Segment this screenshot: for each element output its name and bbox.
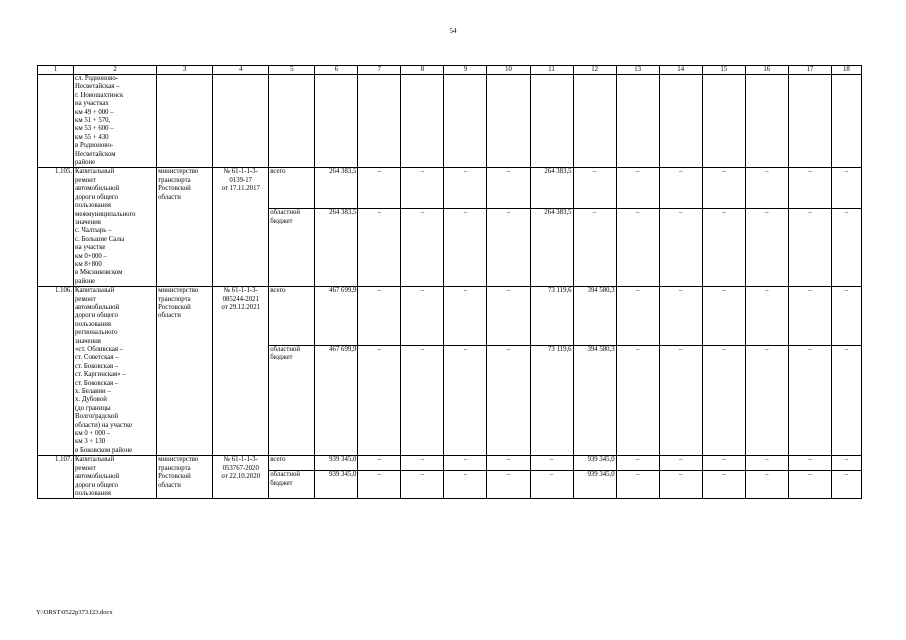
object-name-line: районе — [75, 277, 96, 285]
empty-value: – — [487, 471, 530, 499]
empty-value: – — [745, 287, 788, 345]
object-name-line: в Боковском районе — [75, 446, 133, 454]
empty-value: – — [702, 471, 745, 499]
empty-value: – — [487, 456, 530, 471]
column-header: 5 — [269, 66, 315, 75]
table-row-continued — [38, 75, 862, 168]
executor-line: министерство — [158, 287, 199, 295]
amount-value: 73 119,6 — [530, 345, 573, 456]
object-name-line: х. Белавин – — [75, 388, 111, 396]
page-number: 54 — [449, 27, 457, 35]
funding-source-line: областной — [270, 209, 301, 217]
object-name-line: км 55 + 430 — [75, 133, 109, 141]
executor-line: транспорта — [158, 464, 191, 472]
executor-line: области — [158, 312, 181, 320]
funding-source-total: всего — [269, 287, 315, 345]
column-header: 12 — [573, 66, 616, 75]
table-row — [38, 456, 862, 471]
empty-value: – — [444, 456, 487, 471]
column-header: 4 — [213, 66, 269, 75]
column-header: 3 — [157, 66, 213, 75]
amount-value: 264 383,5 — [315, 168, 358, 209]
object-name — [74, 456, 157, 499]
empty-value: – — [659, 287, 702, 345]
object-name-line: межмуниципального — [75, 210, 136, 218]
empty-value: – — [745, 456, 788, 471]
column-header: 14 — [659, 66, 702, 75]
amount-value: 264 383,5 — [315, 209, 358, 287]
funding-source-budget — [269, 471, 315, 499]
empty-value: – — [358, 168, 401, 209]
object-name-line: ремонт — [75, 464, 96, 472]
empty-value: – — [401, 471, 444, 499]
empty-value: – — [401, 345, 444, 456]
amount-value: 939 345,0 — [315, 456, 358, 471]
empty-value: – — [659, 456, 702, 471]
funding-source-budget — [269, 345, 315, 456]
empty-value: – — [831, 209, 861, 287]
object-name-line: Несветайском — [75, 150, 116, 158]
empty-value: – — [659, 471, 702, 499]
empty-value: – — [401, 456, 444, 471]
empty-value: – — [530, 471, 573, 499]
object-name-line: автомобильной — [75, 303, 120, 311]
empty-value: – — [401, 209, 444, 287]
expertise-document — [213, 168, 269, 287]
empty-value: – — [616, 209, 659, 287]
amount-value: 264 383,5 — [530, 168, 573, 209]
column-header: 7 — [358, 66, 401, 75]
empty-value: – — [659, 209, 702, 287]
column-header: 8 — [401, 66, 444, 75]
executor — [157, 456, 213, 499]
row-number: 1.106. — [38, 287, 74, 456]
executor-line: Ростовской — [158, 473, 191, 481]
document-path-footer: Y:\ORST\0522p373.f23.docx — [36, 609, 113, 616]
expertise-document-line: № 61-1-1-3- — [223, 287, 258, 295]
funding-source-budget — [269, 209, 315, 287]
empty-value: – — [487, 345, 530, 456]
object-name-line: автомобильной — [75, 473, 120, 481]
executor-line: Ростовской — [158, 303, 191, 311]
object-name-line: на участках — [75, 100, 109, 108]
expertise-document-line: № 61-1-1-3- — [223, 456, 258, 464]
empty-value: – — [444, 287, 487, 345]
expertise-document-line: 053767-2020 — [222, 464, 259, 472]
row-number — [38, 75, 74, 168]
object-name-line: дороги общего — [75, 193, 118, 201]
object-name-line: Капитальный — [75, 287, 115, 295]
object-name-line: автомобильной — [75, 185, 120, 193]
empty-value: – — [444, 168, 487, 209]
executor — [157, 287, 213, 456]
empty-value: – — [788, 209, 831, 287]
object-name-line: Капитальный — [75, 168, 115, 176]
object-name-line: Несветайская – — [75, 83, 120, 91]
empty-value: – — [831, 471, 861, 499]
executor-line: области — [158, 481, 181, 489]
column-header: 2 — [74, 66, 157, 75]
object-name-line: пользования — [75, 320, 112, 328]
object-name-line: в Родионово- — [75, 142, 114, 150]
object-name-line: г. Новошахтинск — [75, 91, 124, 99]
empty-value: – — [745, 209, 788, 287]
column-header: 11 — [530, 66, 573, 75]
column-header: 17 — [788, 66, 831, 75]
expertise-document — [213, 456, 269, 499]
object-name-line: ремонт — [75, 295, 96, 303]
investment-table — [37, 65, 862, 499]
amount-value: 939 345,0 — [315, 471, 358, 499]
object-name-line: ст. Боковская – — [75, 379, 119, 387]
amount-value: 467 699,9 — [315, 345, 358, 456]
object-name-line: х. Дубовой — [75, 396, 107, 404]
object-name-line: Капитальный — [75, 456, 115, 464]
object-name-line: «ст. Обливская – — [75, 346, 124, 353]
object-name-line: дороги общего — [75, 481, 118, 489]
object-name-line: (до границы — [75, 404, 111, 412]
funding-source-total: всего — [269, 168, 315, 209]
empty-value: – — [487, 168, 530, 209]
object-name-line: км 0+000 – — [75, 252, 107, 260]
executor-line: области — [158, 193, 181, 201]
empty-value: – — [358, 345, 401, 456]
empty-value: – — [616, 287, 659, 345]
object-name-line: км 53 + 600 – — [75, 125, 114, 133]
empty-value: – — [401, 168, 444, 209]
empty-value: – — [530, 456, 573, 471]
expertise-document-line: от 17.11.2017 — [221, 185, 260, 193]
table-row — [38, 287, 862, 345]
funding-source-line: бюджет — [270, 217, 293, 225]
empty-value: – — [444, 471, 487, 499]
empty-value: – — [831, 456, 861, 471]
empty-value: – — [444, 345, 487, 456]
empty-value: – — [358, 287, 401, 345]
amount-value: 73 119,6 — [530, 287, 573, 345]
object-name-line: сл. Родионово- — [75, 75, 119, 82]
expertise-document-line: № 61-1-1-3- — [223, 168, 258, 176]
amount-value: 939 345,0 — [573, 471, 616, 499]
column-header: 18 — [831, 66, 861, 75]
object-name-line: км 0 + 000 – — [75, 430, 111, 438]
object-name-line: значения — [75, 218, 101, 226]
empty-value: – — [702, 168, 745, 209]
row-number: 1.107. — [38, 456, 74, 499]
object-name — [74, 75, 157, 168]
empty-value: – — [788, 456, 831, 471]
empty-value: – — [745, 471, 788, 499]
object-name-line: области) на участке — [75, 421, 133, 429]
empty-value: – — [616, 168, 659, 209]
funding-source-line: областной — [270, 345, 301, 353]
object-name-line: районе — [75, 159, 96, 167]
object-name-line: км 49 + 000 – — [75, 108, 114, 116]
empty-value: – — [358, 456, 401, 471]
empty-value: – — [702, 345, 745, 456]
funding-source-total: всего — [269, 456, 315, 471]
column-header: 15 — [702, 66, 745, 75]
object-name-line: км 3 + 130 — [75, 438, 106, 446]
executor-line: транспорта — [158, 295, 191, 303]
funding-source-line: бюджет — [270, 479, 293, 487]
object-name-line: ст. Боковская – — [75, 362, 119, 370]
object-name-line: км 8+800 — [75, 260, 102, 268]
expertise-document-line: от 29.12.2021 — [221, 303, 260, 311]
empty-value: – — [831, 168, 861, 209]
object-name-line: пользования — [75, 202, 112, 210]
empty-value: – — [702, 209, 745, 287]
empty-value: – — [788, 287, 831, 345]
expertise-document-line: 085244-2021 — [222, 295, 259, 303]
empty-value: – — [659, 345, 702, 456]
column-number-row — [38, 66, 862, 75]
expertise-document — [213, 287, 269, 456]
object-name-line: Волгоградской — [75, 413, 118, 421]
object-name-line: дороги общего — [75, 312, 118, 320]
table-row — [38, 168, 862, 209]
funding-source-line: бюджет — [270, 354, 293, 361]
expertise-document-line: от 22.10.2020 — [221, 473, 260, 481]
empty-value: – — [831, 287, 861, 345]
object-name — [74, 287, 157, 456]
empty-value: – — [401, 287, 444, 345]
empty-value: – — [444, 209, 487, 287]
empty-value: – — [358, 209, 401, 287]
empty-value: – — [831, 345, 861, 456]
expertise-document-line: 0139-17 — [229, 176, 253, 184]
amount-value: 394 580,3 — [573, 287, 616, 345]
executor-line: министерство — [158, 168, 199, 176]
column-header: 1 — [38, 66, 74, 75]
column-header: 6 — [315, 66, 358, 75]
column-header: 9 — [444, 66, 487, 75]
object-name-line: ст. Советская – — [75, 354, 119, 362]
executor-line: транспорта — [158, 176, 191, 184]
object-name-line: регионального — [75, 329, 118, 337]
row-number: 1.105. — [38, 168, 74, 287]
column-header: 16 — [745, 66, 788, 75]
empty-value: – — [745, 345, 788, 456]
executor-line: министерство — [158, 456, 199, 464]
object-name-line: пользования — [75, 489, 112, 497]
executor-line: Ростовской — [158, 185, 191, 193]
executor — [157, 168, 213, 287]
amount-value: 264 383,5 — [530, 209, 573, 287]
amount-value: 394 580,3 — [573, 345, 616, 456]
empty-value: – — [702, 456, 745, 471]
empty-value: – — [358, 471, 401, 499]
empty-value: – — [616, 471, 659, 499]
object-name-line: ремонт — [75, 176, 96, 184]
object-name-line: ст. Каргинская» – — [75, 371, 126, 379]
empty-value: – — [573, 209, 616, 287]
column-header: 13 — [616, 66, 659, 75]
object-name-line: с. Чалтырь – — [75, 227, 112, 235]
amount-value: 467 699,9 — [315, 287, 358, 345]
column-header: 10 — [487, 66, 530, 75]
empty-value: – — [487, 209, 530, 287]
empty-value: – — [659, 168, 702, 209]
amount-value: 939 345,0 — [573, 456, 616, 471]
empty-value: – — [788, 345, 831, 456]
empty-value: – — [702, 287, 745, 345]
object-name-line: в Мясниковском — [75, 269, 123, 277]
empty-value: – — [487, 287, 530, 345]
object-name-line: на участке — [75, 244, 106, 252]
funding-source-line: областной — [270, 471, 301, 479]
object-name — [74, 168, 157, 287]
empty-value: – — [616, 456, 659, 471]
empty-value: – — [616, 345, 659, 456]
object-name-line: с. Большие Салы — [75, 235, 125, 243]
empty-value: – — [788, 168, 831, 209]
empty-value: – — [573, 168, 616, 209]
object-name-line: значения — [75, 337, 101, 345]
empty-value: – — [745, 168, 788, 209]
table-body — [38, 75, 862, 499]
object-name-line: км 51 + 570, — [75, 117, 111, 125]
empty-value: – — [788, 471, 831, 499]
